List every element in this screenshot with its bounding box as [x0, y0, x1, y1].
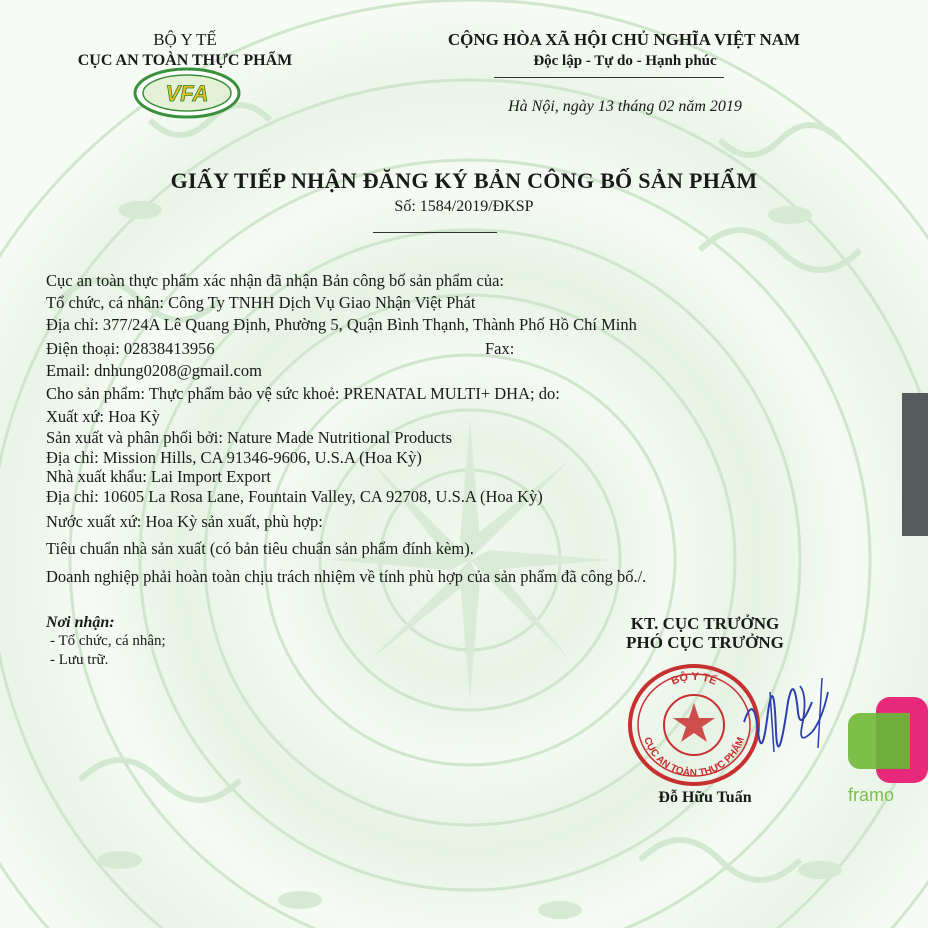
seal-bottom-text: CỤC AN TOÀN THỰC PHẨM — [641, 735, 747, 780]
side-panel-tab — [902, 393, 928, 536]
organization-line: Tổ chức, cá nhân: Công Ty TNHH Dịch Vụ Giao Nhận Việt Phát — [46, 293, 476, 312]
document-title: GIẤY TIẾP NHẬN ĐĂNG KÝ BẢN CÔNG BỐ SẢN PHẨM — [170, 168, 758, 193]
issue-date: Hà Nội, ngày 13 tháng 02 năm 2019 — [508, 98, 742, 115]
recipient-item: - Tổ chức, cá nhân; — [50, 633, 166, 649]
signer-role-2: PHÓ CỤC TRƯỞNG — [626, 633, 784, 652]
organization-address: Địa chỉ: 377/24A Lê Quang Định, Phường 5, Quận Bình Thạnh, Thành Phố Hồ Chí Minh — [46, 315, 637, 334]
seal-top-text: BỘ Y TẾ — [669, 670, 719, 688]
motto-underline — [494, 77, 724, 78]
handwritten-signature — [740, 672, 836, 764]
recipient-item: - Lưu trữ. — [50, 652, 109, 668]
product-line: Cho sản phẩm: Thực phẩm bảo vệ sức khoẻ: PRENATAL MULTI+ DHA; do: — [46, 384, 560, 403]
vfa-logo-text: VFA — [165, 81, 209, 106]
standard-line: Tiêu chuẩn nhà sản xuất (có bản tiêu chuẩn sản phẩm đính kèm). — [46, 539, 474, 558]
phone-line: Điện thoại: 02838413956 — [46, 339, 215, 358]
document-number: Số: 1584/2019/ĐKSP — [394, 198, 534, 215]
manufacturer-line: Sản xuất và phân phối bởi: Nature Made Nutritional Products — [46, 428, 453, 447]
vfa-logo — [133, 67, 241, 119]
confirmation-intro: Cục an toàn thực phẩm xác nhận đã nhận Bản công bố sản phẩm của: — [46, 271, 504, 290]
recipients-heading: Nơi nhận: — [46, 614, 115, 631]
responsibility-line: Doanh nghiệp phải hoàn toàn chịu trách nhiệm về tính phù hợp của sản phẩm đã công bố./. — [46, 567, 647, 586]
country-origin-line: Nước xuất xứ: Hoa Kỳ sản xuất, phù hợp: — [46, 512, 323, 531]
frame-logo — [848, 697, 928, 809]
manufacturer-address: Địa chỉ: Mission Hills, CA 91346-9606, U.S.A (Hoa Kỳ) — [46, 448, 422, 467]
email-line: Email: dnhung0208@gmail.com — [46, 361, 262, 380]
exporter-line: Nhà xuất khẩu: Lai Import Export — [46, 467, 271, 486]
signer-role-1: KT. CỤC TRƯỞNG — [630, 614, 780, 633]
title-underline — [373, 232, 497, 233]
signer-name: Đỗ Hữu Tuấn — [658, 789, 752, 806]
fax-line: Fax: — [485, 339, 515, 358]
agency-name: CỤC AN TOÀN THỰC PHẨM — [77, 52, 293, 69]
national-motto: Độc lập - Tự do - Hạnh phúc — [533, 53, 717, 69]
frame-logo-text: framo — [848, 785, 895, 805]
exporter-address: Địa chỉ: 10605 La Rosa Lane, Fountain Valley, CA 92708, U.S.A (Hoa Kỳ) — [46, 487, 543, 506]
ministry-name: BỘ Y TẾ — [153, 30, 217, 49]
origin-line: Xuất xứ: Hoa Kỳ — [46, 407, 160, 426]
republic-name: CỘNG HÒA XÃ HỘI CHỦ NGHĨA VIỆT NAM — [447, 30, 801, 49]
